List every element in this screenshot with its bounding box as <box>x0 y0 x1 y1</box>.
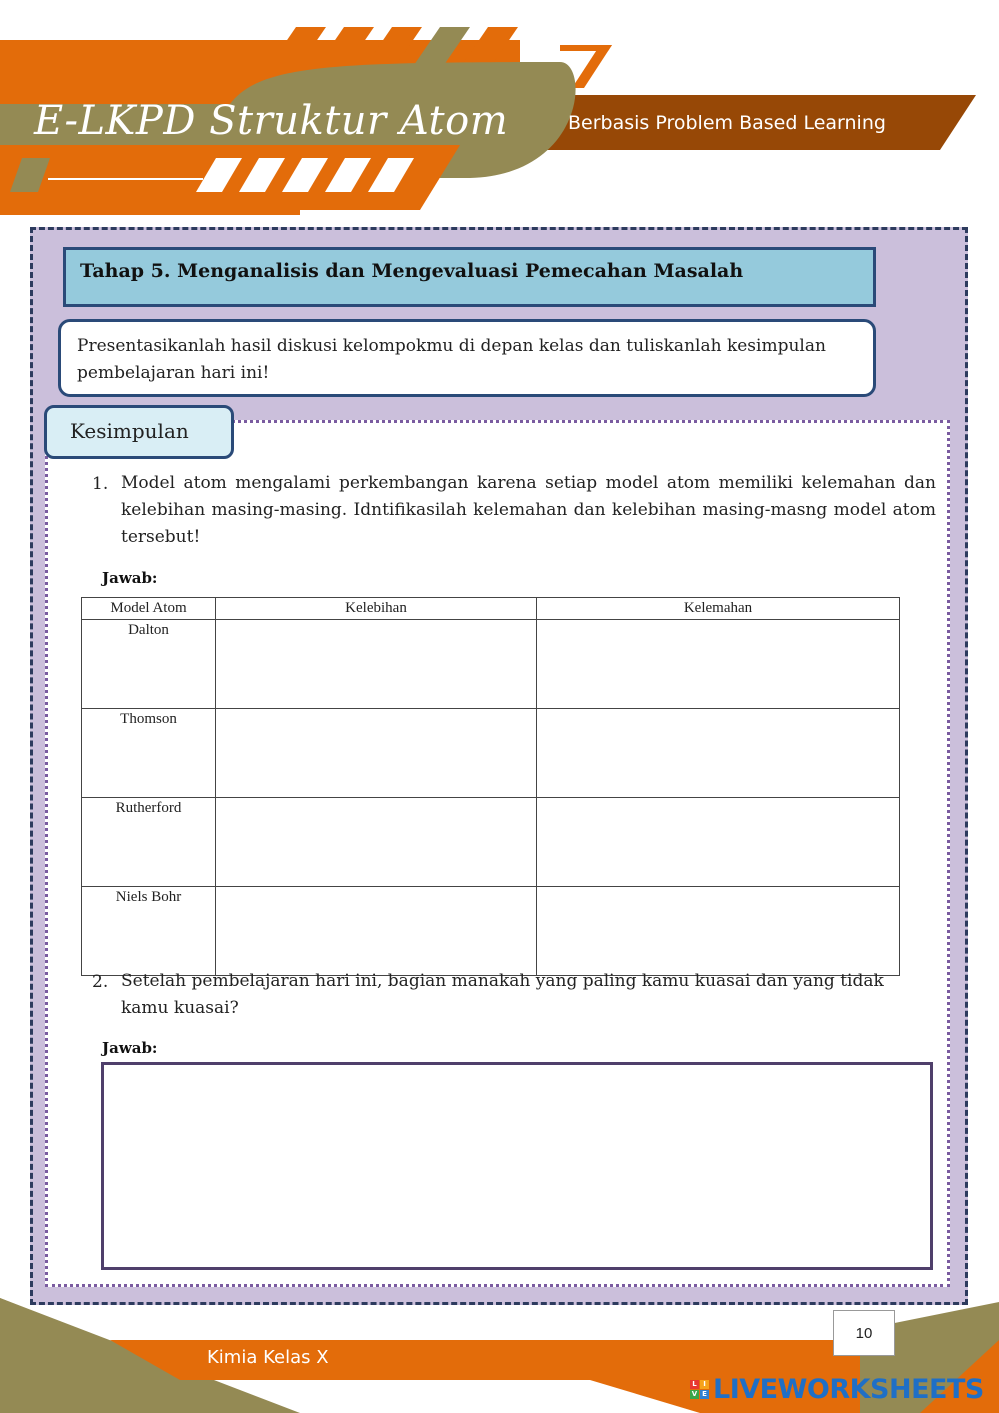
logo-letter: V <box>691 1390 698 1398</box>
liveworksheets-logo-icon <box>690 1380 709 1399</box>
kelebihan-cell[interactable] <box>216 620 537 709</box>
instruction-box <box>58 319 876 397</box>
page-number: 10 <box>855 1325 873 1342</box>
kelemahan-cell[interactable] <box>537 709 900 798</box>
table-row <box>82 709 900 798</box>
row-model-name: Rutherford <box>82 798 216 887</box>
row-model-name: Thomson <box>82 709 216 798</box>
answer-input-box[interactable] <box>101 1062 933 1270</box>
page-number-tab <box>833 1310 895 1356</box>
kelemahan-cell[interactable] <box>537 887 900 976</box>
logo-letter: L <box>690 1380 699 1389</box>
question-1-text: Model atom mengalami perkembangan karena setiap model atom memiliki kelemahan dan kelebihan masing-masing. Idntifikasilah kelemahan dan kelebihan masing-masng model atom tersebut! <box>121 473 936 547</box>
kelemahan-cell[interactable] <box>537 798 900 887</box>
worksheet-subtitle: Berbasis Problem Based Learning <box>568 112 886 134</box>
stage-title: Tahap 5. Menganalisis dan Mengevaluasi Pemecahan Masalah <box>80 260 744 282</box>
answer-label-2: Jawab: <box>102 1039 158 1057</box>
table-header-row <box>82 598 900 620</box>
atom-model-table <box>81 597 900 976</box>
logo-letter: I <box>700 1380 709 1389</box>
kelebihan-cell[interactable] <box>216 887 537 976</box>
instruction-text: Presentasikanlah hasil diskusi kelompokmu di depan kelas dan tuliskanlah kesimpulan pembelajaran hari ini! <box>77 336 826 383</box>
header-kelemahan: Kelemahan <box>537 598 900 620</box>
answer-label-1: Jawab: <box>102 569 158 587</box>
kelebihan-cell[interactable] <box>216 709 537 798</box>
liveworksheets-brand[interactable] <box>690 1374 984 1405</box>
question-2-number: 2. <box>92 972 109 992</box>
worksheet-title: E-LKPD Struktur Atom <box>34 98 509 144</box>
stage-heading <box>63 247 876 307</box>
question-1-number: 1. <box>92 474 109 494</box>
footer-subject: Kimia Kelas X <box>207 1347 329 1368</box>
kelemahan-cell[interactable] <box>537 620 900 709</box>
brand-text: LIVEWORKSHEETS <box>713 1374 984 1405</box>
table-row <box>82 798 900 887</box>
header-model-atom: Model Atom <box>82 598 216 620</box>
conclusion-label: Kesimpulan <box>70 419 189 443</box>
conclusion-tab <box>44 405 234 459</box>
header-kelebihan: Kelebihan <box>216 598 537 620</box>
question-2-text: Setelah pembelajaran hari ini, bagian manakah yang paling kamu kuasai dan yang tidak kamu kuasai? <box>121 971 884 1018</box>
row-model-name: Niels Bohr <box>82 887 216 976</box>
logo-letter: E <box>700 1390 709 1399</box>
row-model-name: Dalton <box>82 620 216 709</box>
table-row <box>82 887 900 976</box>
table-row <box>82 620 900 709</box>
kelebihan-cell[interactable] <box>216 798 537 887</box>
